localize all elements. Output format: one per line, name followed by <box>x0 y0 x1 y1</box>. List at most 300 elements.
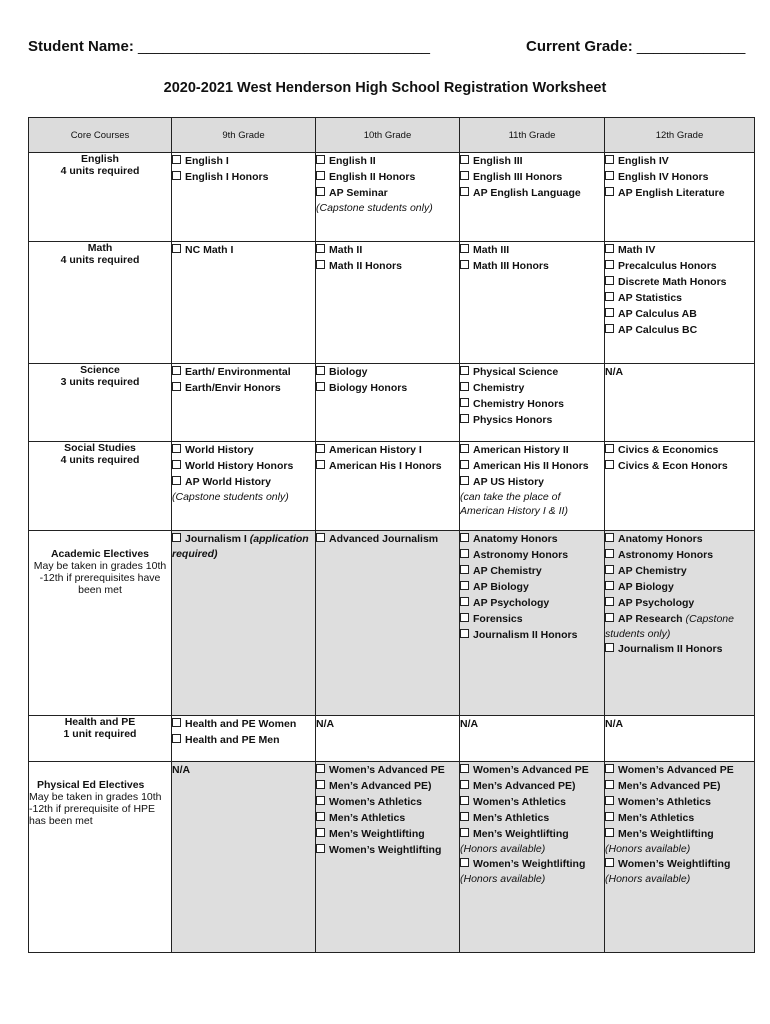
course-name: American His I Honors <box>329 460 442 472</box>
units-required: 4 units required <box>60 254 140 266</box>
course-option[interactable] <box>460 474 604 490</box>
course-name: Women’s Weightlifting <box>473 858 586 870</box>
course-name: Physical Science <box>473 366 559 378</box>
course-option[interactable] <box>460 169 604 185</box>
not-applicable: N/A <box>460 718 479 730</box>
subject-label-cell <box>29 364 172 442</box>
subject-note: been met <box>78 584 122 596</box>
table-row <box>29 364 755 442</box>
subject-note: -12th if prerequisite of HPE <box>29 803 156 815</box>
column-header: 10th Grade <box>316 118 460 153</box>
course-option[interactable] <box>316 153 459 169</box>
course-name: AP Statistics <box>618 292 682 304</box>
checkbox-icon[interactable] <box>605 187 614 196</box>
course-option[interactable] <box>460 531 604 547</box>
checkbox-icon[interactable] <box>605 444 614 453</box>
subject-name: Math <box>87 242 113 254</box>
table-row <box>29 762 755 953</box>
checkbox-icon[interactable] <box>460 613 469 622</box>
grade-cell <box>316 442 460 531</box>
course-option[interactable] <box>460 185 604 201</box>
course-name: AP Seminar <box>329 187 388 199</box>
course-option[interactable] <box>605 641 754 657</box>
subject-label-cell <box>29 153 172 242</box>
checkbox-icon[interactable] <box>460 414 469 423</box>
table-row <box>29 242 755 364</box>
course-name: Math III Honors <box>473 260 549 272</box>
course-option[interactable] <box>460 595 604 611</box>
course-option[interactable] <box>172 716 315 732</box>
course-name: Women’s Advanced PE <box>473 764 589 776</box>
checkbox-icon[interactable] <box>605 533 614 542</box>
checkbox-icon[interactable] <box>605 858 614 867</box>
checkbox-icon[interactable] <box>316 460 325 469</box>
course-option[interactable] <box>460 442 604 458</box>
checkbox-icon[interactable] <box>605 780 614 789</box>
course-name: Math IV <box>618 244 656 256</box>
grade-cell <box>460 153 605 242</box>
grade-cell <box>172 242 316 364</box>
course-option[interactable] <box>316 778 459 794</box>
subject-note: -12th if prerequisites have <box>39 572 161 584</box>
course-name: Civics & Econ Honors <box>618 460 728 472</box>
course-option[interactable] <box>460 856 604 872</box>
course-option[interactable] <box>605 442 754 458</box>
grade-cell <box>172 762 316 953</box>
checkbox-icon[interactable] <box>172 533 181 542</box>
grade-cell <box>460 442 605 531</box>
course-option[interactable] <box>605 306 754 322</box>
course-option[interactable] <box>316 794 459 810</box>
subject-name: Physical Ed Electives <box>37 779 145 791</box>
course-name: Civics & Economics <box>618 444 719 456</box>
course-name: Men’s Athletics <box>473 812 550 824</box>
course-name: Women’s Athletics <box>618 796 711 808</box>
course-note: (Honors available) <box>605 873 691 885</box>
checkbox-icon[interactable] <box>605 796 614 805</box>
course-option[interactable] <box>460 762 604 778</box>
course-name: Advanced Journalism <box>329 533 439 545</box>
course-name: Journalism I <box>185 533 247 545</box>
subject-label-cell <box>29 716 172 762</box>
course-name: Astronomy Honors <box>473 549 569 561</box>
subject-name: Science <box>80 364 120 376</box>
course-option[interactable] <box>460 396 604 412</box>
course-name: Men’s Weightlifting <box>473 828 569 840</box>
checkbox-icon[interactable] <box>172 734 181 743</box>
checkbox-icon[interactable] <box>460 444 469 453</box>
checkbox-icon[interactable] <box>316 812 325 821</box>
column-header: 9th Grade <box>172 118 316 153</box>
checkbox-icon[interactable] <box>605 244 614 253</box>
course-name: Biology <box>329 366 368 378</box>
subject-note: has been met <box>29 815 93 827</box>
course-option[interactable] <box>605 242 754 258</box>
column-header: Core Courses <box>29 118 172 153</box>
course-name: Discrete Math Honors <box>618 276 727 288</box>
course-option[interactable] <box>460 794 604 810</box>
checkbox-icon[interactable] <box>605 460 614 469</box>
course-option[interactable] <box>316 258 459 274</box>
checkbox-icon[interactable] <box>460 476 469 485</box>
checkbox-icon[interactable] <box>316 796 325 805</box>
course-option[interactable] <box>605 290 754 306</box>
course-name: Men’s Athletics <box>329 812 406 824</box>
course-note: (Honors available) <box>460 843 546 855</box>
checkbox-icon[interactable] <box>460 155 469 164</box>
course-name: AP Research <box>618 613 683 625</box>
checkbox-icon[interactable] <box>605 155 614 164</box>
checkbox-icon[interactable] <box>316 366 325 375</box>
course-option[interactable] <box>605 595 754 611</box>
checkbox-icon[interactable] <box>460 780 469 789</box>
course-option[interactable] <box>460 778 604 794</box>
course-option[interactable] <box>605 762 754 778</box>
course-name: Astronomy Honors <box>618 549 714 561</box>
course-option[interactable] <box>460 258 604 274</box>
checkbox-icon[interactable] <box>316 764 325 773</box>
checkbox-icon[interactable] <box>460 629 469 638</box>
grade-cell <box>605 531 755 716</box>
grade-cell <box>605 442 755 531</box>
course-option[interactable] <box>172 531 315 547</box>
current-grade-field[interactable] <box>526 38 745 55</box>
course-option[interactable] <box>605 794 754 810</box>
course-name: AP Chemistry <box>473 565 542 577</box>
course-note: (Capstone students only) <box>172 491 289 503</box>
course-option[interactable] <box>605 611 754 627</box>
course-option[interactable] <box>316 842 459 858</box>
course-note: (Capstone <box>685 613 734 625</box>
checkbox-icon[interactable] <box>460 382 469 391</box>
checkbox-icon[interactable] <box>605 292 614 301</box>
subject-label-cell <box>29 442 172 531</box>
checkbox-icon[interactable] <box>460 828 469 837</box>
checkbox-icon[interactable] <box>460 398 469 407</box>
course-option[interactable] <box>460 579 604 595</box>
course-option[interactable] <box>316 442 459 458</box>
not-applicable: N/A <box>172 764 191 776</box>
course-option[interactable] <box>605 185 754 201</box>
checkbox-icon[interactable] <box>460 549 469 558</box>
checkbox-icon[interactable] <box>460 796 469 805</box>
checkbox-icon[interactable] <box>316 382 325 391</box>
grade-cell <box>316 716 460 762</box>
course-name: Math II Honors <box>329 260 402 272</box>
grade-cell <box>316 531 460 716</box>
course-option[interactable] <box>316 458 459 474</box>
course-name: English III Honors <box>473 171 563 183</box>
course-name: English I Honors <box>185 171 269 183</box>
checkbox-icon[interactable] <box>316 444 325 453</box>
course-name: English II <box>329 155 376 167</box>
checkbox-icon[interactable] <box>172 444 181 453</box>
checkbox-icon[interactable] <box>460 581 469 590</box>
grade-cell <box>460 364 605 442</box>
checkbox-icon[interactable] <box>316 171 325 180</box>
course-name: AP Biology <box>473 581 529 593</box>
course-name: English I <box>185 155 229 167</box>
course-option[interactable] <box>605 531 754 547</box>
grade-cell <box>316 153 460 242</box>
student-name-blank[interactable]: ___________________________________ <box>138 38 430 55</box>
checkbox-icon[interactable] <box>316 780 325 789</box>
course-option[interactable] <box>605 458 754 474</box>
course-name: AP English Language <box>473 187 581 199</box>
course-option[interactable] <box>172 242 315 258</box>
checkbox-icon[interactable] <box>605 643 614 652</box>
course-name: AP World History <box>185 476 271 488</box>
course-option[interactable] <box>172 364 315 380</box>
grade-cell <box>605 762 755 953</box>
course-note: (can take the place of <box>460 491 561 503</box>
checkbox-icon[interactable] <box>605 613 614 622</box>
course-option[interactable] <box>605 322 754 338</box>
course-name: English IV <box>618 155 669 167</box>
checkbox-icon[interactable] <box>460 533 469 542</box>
course-option[interactable] <box>605 153 754 169</box>
checkbox-icon[interactable] <box>605 171 614 180</box>
subject-label-cell <box>29 531 172 716</box>
checkbox-icon[interactable] <box>172 382 181 391</box>
course-option[interactable] <box>605 778 754 794</box>
course-option[interactable] <box>460 627 604 643</box>
student-name-label: Student Name: <box>28 38 134 55</box>
course-option[interactable] <box>172 169 315 185</box>
course-option[interactable] <box>605 169 754 185</box>
page-title: 2020-2021 West Henderson High School Registration Worksheet <box>163 80 607 96</box>
course-option[interactable] <box>460 547 604 563</box>
course-name: American His II Honors <box>473 460 589 472</box>
current-grade-label: Current Grade: <box>526 38 633 55</box>
course-option[interactable] <box>605 563 754 579</box>
checkbox-icon[interactable] <box>605 276 614 285</box>
checkbox-icon[interactable] <box>172 718 181 727</box>
checkbox-icon[interactable] <box>172 244 181 253</box>
checkbox-icon[interactable] <box>605 549 614 558</box>
course-option[interactable] <box>460 380 604 396</box>
course-option[interactable] <box>316 364 459 380</box>
grade-cell <box>172 364 316 442</box>
checkbox-icon[interactable] <box>316 244 325 253</box>
course-name: Journalism II Honors <box>473 629 578 641</box>
checkbox-icon[interactable] <box>605 764 614 773</box>
checkbox-icon[interactable] <box>316 533 325 542</box>
course-name: Chemistry Honors <box>473 398 565 410</box>
course-note: American History I & II) <box>460 505 568 517</box>
course-name: AP US History <box>473 476 544 488</box>
course-option[interactable] <box>460 242 604 258</box>
checkbox-icon[interactable] <box>316 260 325 269</box>
units-required: 4 units required <box>60 454 140 466</box>
course-note: required) <box>172 548 218 560</box>
course-name: Anatomy Honors <box>618 533 703 545</box>
checkbox-icon[interactable] <box>460 812 469 821</box>
course-option[interactable] <box>605 547 754 563</box>
grade-cell <box>605 153 755 242</box>
course-name: NC Math I <box>185 244 234 256</box>
not-applicable: N/A <box>316 718 335 730</box>
checkbox-icon[interactable] <box>316 828 325 837</box>
course-name: AP Calculus BC <box>618 324 698 336</box>
course-option[interactable] <box>460 810 604 826</box>
course-name: Women’s Weightlifting <box>329 844 442 856</box>
checkbox-icon[interactable] <box>605 324 614 333</box>
course-name: Men’s Weightlifting <box>329 828 425 840</box>
checkbox-icon[interactable] <box>172 155 181 164</box>
course-option[interactable] <box>460 153 604 169</box>
grade-cell <box>460 762 605 953</box>
course-name: World History <box>185 444 254 456</box>
checkbox-icon[interactable] <box>172 171 181 180</box>
course-name: Precalculus Honors <box>618 260 717 272</box>
course-note: (Capstone students only) <box>316 202 433 214</box>
course-option[interactable] <box>172 153 315 169</box>
course-note: students only) <box>605 628 671 640</box>
course-name: Men’s Advanced PE) <box>473 780 576 792</box>
course-option[interactable] <box>605 856 754 872</box>
course-note: (application <box>249 533 309 545</box>
checkbox-icon[interactable] <box>605 260 614 269</box>
course-name: Men’s Advanced PE) <box>329 780 432 792</box>
checkbox-icon[interactable] <box>460 565 469 574</box>
grade-cell <box>605 716 755 762</box>
checkbox-icon[interactable] <box>605 308 614 317</box>
checkbox-icon[interactable] <box>460 460 469 469</box>
subject-label-cell <box>29 762 172 953</box>
checkbox-icon[interactable] <box>460 187 469 196</box>
course-note: (Honors available) <box>605 843 691 855</box>
course-option[interactable] <box>316 380 459 396</box>
course-option[interactable] <box>460 364 604 380</box>
course-name: AP Chemistry <box>618 565 687 577</box>
grade-cell <box>172 531 316 716</box>
course-option[interactable] <box>316 810 459 826</box>
course-name: Women’s Advanced PE <box>618 764 734 776</box>
course-name: Biology Honors <box>329 382 408 394</box>
course-option[interactable] <box>316 762 459 778</box>
course-name: Women’s Athletics <box>329 796 422 808</box>
checkbox-icon[interactable] <box>172 476 181 485</box>
checkbox-icon[interactable] <box>460 858 469 867</box>
checkbox-icon[interactable] <box>460 597 469 606</box>
grade-cell <box>172 442 316 531</box>
registration-table <box>28 117 755 953</box>
table-row <box>29 716 755 762</box>
course-option[interactable] <box>172 458 315 474</box>
checkbox-icon[interactable] <box>460 764 469 773</box>
subject-name: Social Studies <box>64 442 136 454</box>
course-name: Math III <box>473 244 510 256</box>
checkbox-icon[interactable] <box>605 828 614 837</box>
course-name: AP English Literature <box>618 187 725 199</box>
course-name: Men’s Advanced PE) <box>618 780 721 792</box>
course-name: Earth/ Environmental <box>185 366 291 378</box>
course-name: Journalism II Honors <box>618 643 723 655</box>
course-option[interactable] <box>460 458 604 474</box>
table-row <box>29 442 755 531</box>
checkbox-icon[interactable] <box>460 244 469 253</box>
course-name: Health and PE Women <box>185 718 297 730</box>
course-option[interactable] <box>316 826 459 842</box>
checkbox-icon[interactable] <box>316 844 325 853</box>
checkbox-icon[interactable] <box>605 597 614 606</box>
table-row <box>29 531 755 716</box>
course-option[interactable] <box>172 732 315 748</box>
column-header: 11th Grade <box>460 118 605 153</box>
course-name: AP Calculus AB <box>618 308 697 320</box>
course-option[interactable] <box>316 531 459 547</box>
course-name: AP Biology <box>618 581 674 593</box>
subject-name: Health and PE <box>64 716 136 728</box>
course-option[interactable] <box>316 242 459 258</box>
course-option[interactable] <box>172 442 315 458</box>
grade-cell <box>460 242 605 364</box>
checkbox-icon[interactable] <box>316 187 325 196</box>
current-grade-blank[interactable]: _____________ <box>636 38 746 55</box>
grade-cell <box>316 364 460 442</box>
grade-cell <box>605 242 755 364</box>
course-option[interactable] <box>460 611 604 627</box>
checkbox-icon[interactable] <box>460 366 469 375</box>
checkbox-icon[interactable] <box>172 460 181 469</box>
course-option[interactable] <box>460 826 604 842</box>
course-option[interactable] <box>172 380 315 396</box>
course-name: Women’s Advanced PE <box>329 764 445 776</box>
checkbox-icon[interactable] <box>460 260 469 269</box>
course-option[interactable] <box>605 579 754 595</box>
checkbox-icon[interactable] <box>316 155 325 164</box>
checkbox-icon[interactable] <box>460 171 469 180</box>
grade-cell <box>460 716 605 762</box>
course-name: English II Honors <box>329 171 416 183</box>
course-name: Earth/Envir Honors <box>185 382 281 394</box>
course-name: Physics Honors <box>473 414 553 426</box>
course-option[interactable] <box>605 258 754 274</box>
course-name: Forensics <box>473 613 523 625</box>
checkbox-icon[interactable] <box>605 812 614 821</box>
course-option[interactable] <box>605 810 754 826</box>
course-name: English IV Honors <box>618 171 709 183</box>
course-option[interactable] <box>316 169 459 185</box>
course-name: Men’s Weightlifting <box>618 828 714 840</box>
course-option[interactable] <box>605 826 754 842</box>
course-option[interactable] <box>460 563 604 579</box>
grade-cell <box>316 242 460 364</box>
checkbox-icon[interactable] <box>605 581 614 590</box>
units-required: 4 units required <box>60 165 140 177</box>
student-name-field[interactable] <box>28 38 430 55</box>
course-name: English III <box>473 155 523 167</box>
course-option[interactable] <box>605 274 754 290</box>
subject-note: May be taken in grades 10th <box>33 560 167 572</box>
table-body <box>29 153 755 953</box>
not-applicable: N/A <box>605 718 624 730</box>
course-option[interactable] <box>172 474 315 490</box>
units-required: 1 unit required <box>63 728 137 740</box>
course-name: Women’s Weightlifting <box>618 858 731 870</box>
course-option[interactable] <box>460 412 604 428</box>
course-name: Chemistry <box>473 382 525 394</box>
course-name: Men’s Athletics <box>618 812 695 824</box>
course-name: Anatomy Honors <box>473 533 558 545</box>
checkbox-icon[interactable] <box>605 565 614 574</box>
not-applicable: N/A <box>605 366 624 378</box>
checkbox-icon[interactable] <box>172 366 181 375</box>
course-note: (Honors available) <box>460 873 546 885</box>
course-name: Health and PE Men <box>185 734 280 746</box>
course-option[interactable] <box>316 185 459 201</box>
